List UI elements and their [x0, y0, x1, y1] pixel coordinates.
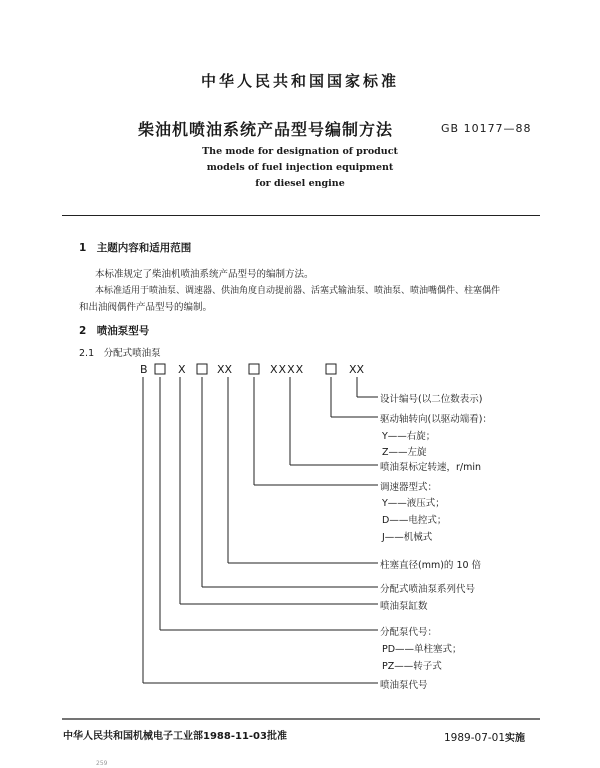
label-plunger-diameter: 柱塞直径(mm)的 10 倍 [380, 560, 482, 571]
code-xx-design: XX [349, 363, 365, 376]
standard-number: GB 10177—88 [441, 122, 532, 135]
code-xx-plunger: XX [217, 363, 233, 376]
label-governor-d: D——电控式； [382, 515, 447, 526]
page-mark: 259 [96, 760, 108, 767]
code-xxxx-speed: XXXX [270, 363, 305, 376]
code-box-3 [249, 364, 259, 374]
label-injection-pump-code: 喷油泵代号 [380, 680, 428, 691]
label-rotation-z: Z——左旋 [382, 447, 427, 458]
code-box-4 [326, 364, 336, 374]
footer-implement-date: 1989-07-01 [444, 732, 506, 744]
label-rotation-y: Y——右旋； [382, 431, 436, 442]
label-pump-pz: PZ——转子式 [382, 661, 442, 672]
footer-issued: 中华人民共和国机械电子工业部1988-11-03批准 [63, 731, 287, 742]
footer-implement-suffix: 实施 [505, 733, 526, 744]
label-cylinders: 喷油泵缸数 [380, 601, 428, 612]
label-series-code: 分配式喷油泵系列代号 [380, 584, 476, 595]
section-1-paragraph-1: 本标准规定了柴油机喷油系统产品型号的编制方法。 [95, 269, 314, 280]
section-1-paragraph-2a: 本标准适用于喷油泵、调速器、供油角度自动提前器、活塞式输油泵、喷油泵、喷油嘴偶件、柱塞偶件 [95, 286, 501, 296]
code-b: B [140, 363, 148, 376]
standard-title-cn: 柴油机喷油系统产品型号编制方法 [138, 120, 394, 139]
section-1-heading: 1 主题内容和适用范围 [79, 242, 192, 254]
code-x: X [178, 363, 186, 376]
label-rotation: 驱动轴转向(以驱动端看)： [380, 414, 492, 425]
label-rated-speed: 喷油泵标定转速，r/min [380, 462, 482, 473]
national-standard-heading: 中华人民共和国国家标准 [200, 72, 399, 90]
label-governor: 调速器型式： [380, 482, 438, 493]
code-box-1 [155, 364, 165, 374]
code-box-2 [197, 364, 207, 374]
label-design-number: 设计编号(以二位数表示) [380, 394, 483, 405]
label-pump-code: 分配泵代号： [380, 627, 438, 638]
label-governor-j: J——机械式 [382, 532, 433, 543]
section-2-heading: 2 喷油泵型号 [79, 325, 150, 337]
section-2-1-heading: 2.1 分配式喷油泵 [79, 348, 161, 359]
title-en-line-3: for diesel engine [255, 178, 345, 189]
title-en-line-1: The mode for designation of product [202, 146, 398, 157]
footer-implementation [444, 729, 525, 744]
title-en-line-2: models of fuel injection equipment [206, 162, 394, 173]
section-1-paragraph-2b: 和出油阀偶件产品型号的编制。 [79, 302, 213, 313]
label-governor-y: Y——液压式； [382, 498, 445, 509]
label-pump-pd: PD——单柱塞式； [382, 644, 462, 655]
